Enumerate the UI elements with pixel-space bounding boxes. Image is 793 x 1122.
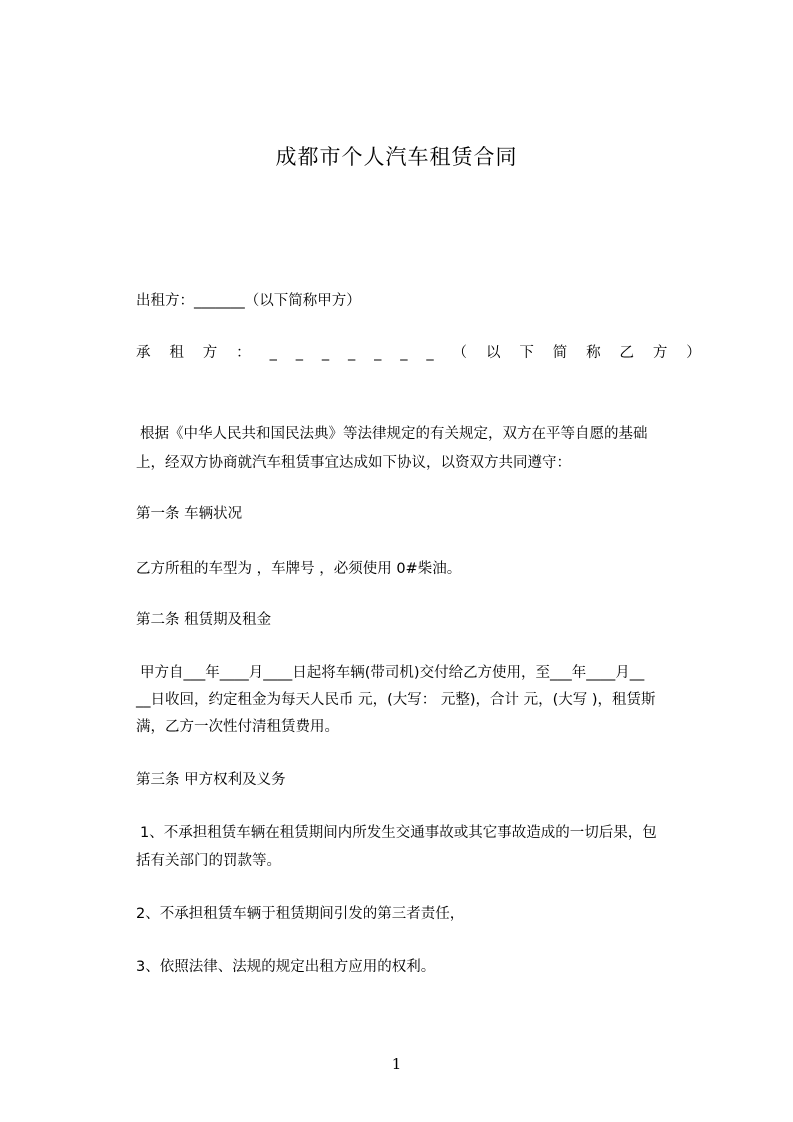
lessee-char: 简 [552, 345, 568, 361]
article-2-line-2: __日收回，约定租金为每天人民币 元，(大写： 元整)，合计 元，(大写 )，租赁斯 [136, 692, 656, 708]
article-3-heading: 第三条 甲方权利及义务 [136, 772, 286, 788]
lessee-char: _ [321, 345, 330, 361]
article-2-heading: 第二条 租赁期及租金 [136, 612, 272, 628]
lessee-char: _ [400, 345, 408, 361]
document-title: 成都市个人汽车租赁合同 [275, 145, 518, 169]
lessee-char: 承 [136, 345, 151, 361]
article-3-item-2: 2、不承担租赁车辆于租赁期间引发的第三者责任， [136, 906, 465, 922]
lessee-char: 下 [519, 345, 534, 361]
article-3-item-1-line-2: 括有关部门的罚款等。 [136, 853, 281, 869]
intro-line-1: 根据《中华人民共和国民法典》等法律规定的有关规定，双方在平等自愿的基础 [140, 426, 648, 442]
lessee-char: _ [426, 345, 434, 361]
lessor-line: 出租方：_______（以下简称甲方） [136, 293, 361, 309]
lessee-char: 租 [169, 345, 184, 361]
article-1-heading: 第一条 车辆状况 [136, 506, 243, 522]
lessee-char: _ [295, 345, 303, 361]
article-3-item-3: 3、依照法律、法规的规定出租方应用的权利。 [136, 959, 436, 975]
lessee-line [136, 343, 701, 363]
lessee-char: 方 [202, 345, 218, 361]
lessee-char: 方 [652, 345, 668, 361]
lessee-char: 称 [586, 345, 601, 361]
lessee-char: ） [686, 345, 701, 361]
lessee-char: _ [374, 345, 382, 361]
intro-line-2: 上，经双方协商就汽车租赁事宜达成如下协议，以资双方共同遵守： [136, 455, 571, 471]
lessee-char: _ [347, 345, 356, 361]
lessee-char: （ [452, 345, 468, 361]
article-3-item-1-line-1: 1、不承担租赁车辆在租赁期间内所发生交通事故或其它事故造成的一切后果，包 [140, 825, 657, 841]
article-2-line-1: 甲方自___年____月____日起将车辆(带司机)交付给乙方使用，至___年____月__ [140, 665, 645, 681]
article-2-line-3: 满，乙方一次性付清租赁费用。 [136, 719, 339, 735]
article-1-text: 乙方所租的车型为 ，车牌号 ，必须使用 0#柴油。 [136, 561, 462, 577]
page-number: 1 [391, 1055, 402, 1073]
lessee-char: _ [269, 345, 277, 361]
lessee-char: ： [236, 345, 251, 361]
lessee-char: 以 [485, 345, 501, 361]
lessee-char: 乙 [619, 345, 634, 361]
